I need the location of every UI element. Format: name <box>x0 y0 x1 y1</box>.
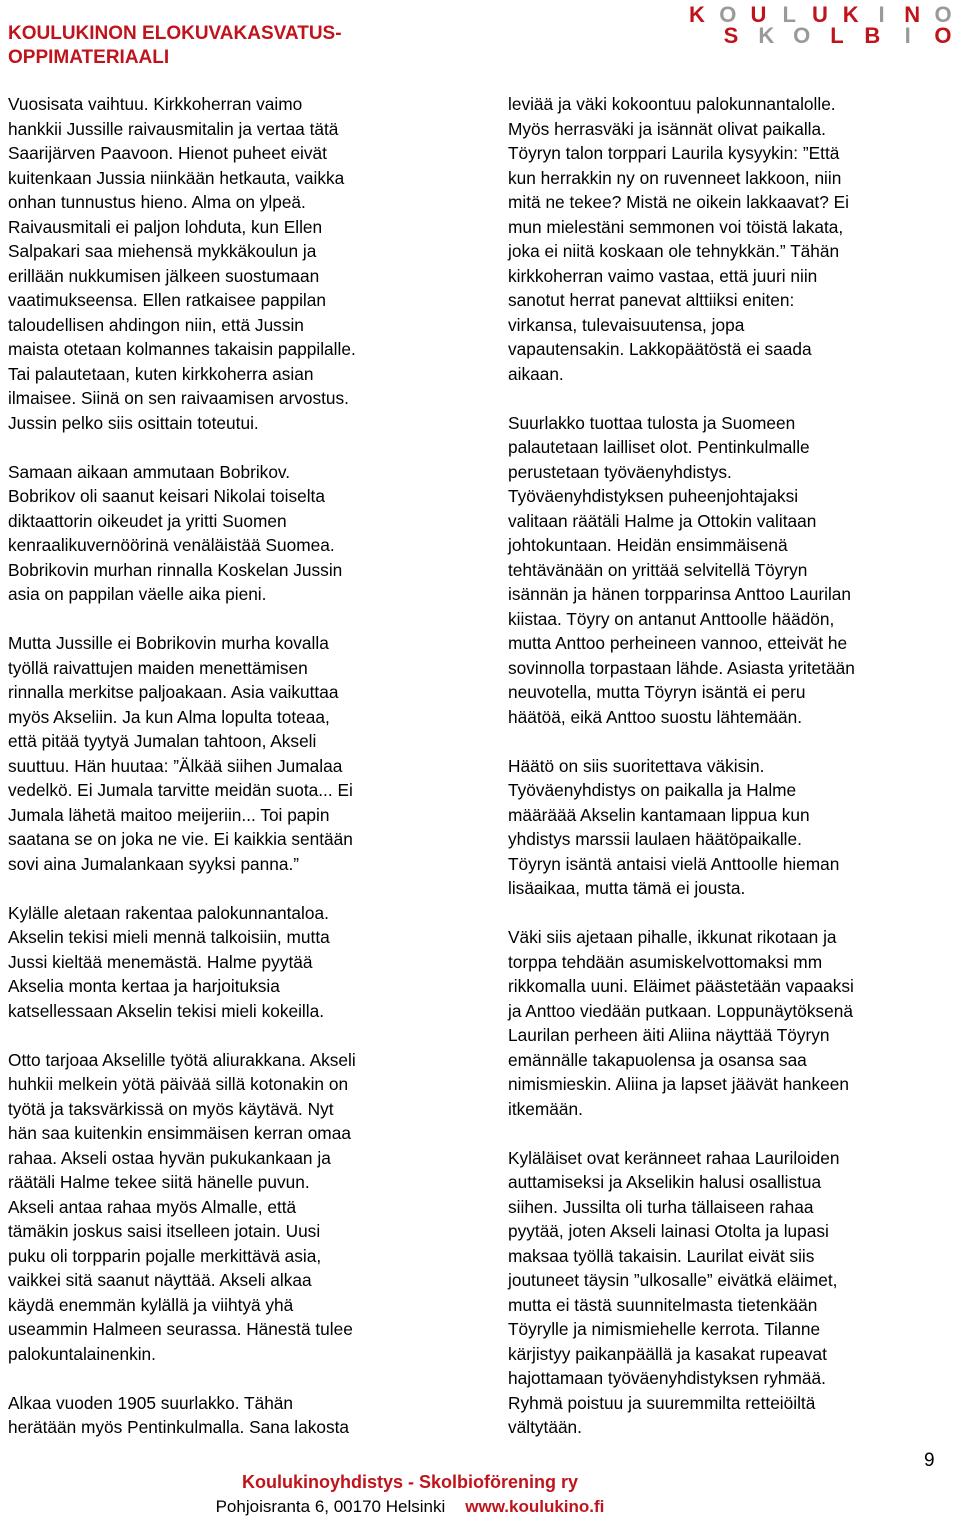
koulukino-skolbio-logo <box>684 4 956 46</box>
logo-bottom-row <box>684 25 956 46</box>
document-header-title <box>8 22 448 70</box>
paragraph: Väki siis ajetaan pihalle, ikkunat rikotaan ja torppa tehdään asumiskelvottomaksi mm rikkomalla uuni. Eläimet päästetään vapaaksi ja Anttoo viedään putkaan. Loppunäytöksenä Laurilan perheen äiti Aliina näyttää Töyryn emännälle takapuolensa ja osansa saa nimismieskin. Aliina ja lapset jäävät hankeen itkemään. <box>508 927 854 1119</box>
logo-letter: K <box>842 2 859 27</box>
paragraph: Häätö on siis suoritettava väkisin. Työväenyhdistys on paikalla ja Halme määräää Akselin kantamaan lippua kun yhdistys marssii laulaen häätöpaikalle. Töyryn isäntä antaisi vielä Anttoolle hieman lisäaikaa, mutta tämä ei jousta. <box>508 755 840 898</box>
logo-letter: U <box>812 2 828 27</box>
logo-letter: O <box>793 23 811 48</box>
logo-letter: L <box>830 23 844 48</box>
footer-address-line <box>130 1495 690 1519</box>
paragraph: leviää ja väki kokoontuu palokunnantalolle. Myös herrasväki ja isännät olivat paikalla. Töyryn talon torppari Laurila kysyykin: ”Että kun herrakkin ny on ruvenneet lakkoon, niin mitä ne tekee? Mistä ne oikein lakkaavat? Ei mun mielestäni semmonen voi töistä lakata, joka ei niitä koskaan ole tehnykkän.” Tähän kirkkoherran vaimo vastaa, että juuri niin sanotut herrat panevat alttiiksi eniten: virkansa, tulevaisuutensa, jopa vapautensakin. Lakkopäätöstä ei saada aikaan. <box>508 94 850 384</box>
footer-website-link[interactable]: www.koulukino.fi <box>465 1497 605 1516</box>
footer-address: Pohjoisranta 6, 00170 Helsinki <box>215 1497 446 1516</box>
paragraph: Mutta Jussille ei Bobrikovin murha kovalla työllä raivattujen maiden menettämisen rinnalla merkitse paljoakaan. Asia vaikuttaa myös Akseliin. Ja kun Alma lopulta toteaa, että pitää tyytyä Jumalan tahtoon, Akseli suuttuu. Hän huutaa: ”Älkää siihen Jumalaa vedelkö. Ei Jumala tarvitte meidän suota... Ei Jumala lähetä maitoo meijeriin... Toi papin saatana se on joka ne vie. Ei kaikkia sentään sovi aina Jumalankaan syyksi panna.” <box>8 633 353 874</box>
left-text-column <box>8 92 436 1440</box>
logo-letter: K <box>689 2 705 27</box>
logo-letter: I <box>904 23 911 48</box>
logo-letter: L <box>782 2 796 27</box>
logo-letter: N <box>904 2 921 27</box>
logo-letter: O <box>719 2 737 27</box>
logo-letter: U <box>750 2 767 27</box>
logo-top-row <box>684 4 956 25</box>
footer-organization: Koulukinoyhdistys - Skolbioförening ry <box>241 1472 579 1492</box>
logo-letter: K <box>758 23 775 48</box>
logo-letter: O <box>934 2 952 27</box>
page-footer <box>0 1470 960 1519</box>
logo-letter: I <box>878 2 885 27</box>
paragraph: Kyläläiset ovat keränneet rahaa Lauriloiden auttamiseksi ja Akselikin halusi osallistua siihen. Jussilta oli turha tällaiseen rahaa pyytää, joten Akseli lainasi Otolta ja lupasi maksaa työllä takaisin. Laurilat eivät siis joutuneet täysin ”ulkosalle” eivätkä eläimet, mutta ei tästä suunnitelmasta tietenkään Töyrylle ja nimismiehelle kerrota. Tilanne kärjistyy paikanpäällä ja kasakat rupeavat hajottamaan työväenyhdistyksen ryhmää. Ryhmä poistuu ja suuremmilta retteiöiltä vältytään. <box>508 1147 840 1437</box>
page-number: 9 <box>924 1450 935 1471</box>
logo-letter: S <box>723 23 739 48</box>
logo-letter: O <box>934 23 952 48</box>
right-text-column <box>508 92 948 1440</box>
paragraph: Otto tarjoaa Akselille työtä aliurakkana. Akseli huhkii melkein yötä päivää sillä kotonakin on työtä ja taksvärkissä on myös käytävä. Nyt hän saa kuitenkin ensimmäisen kerran omaa rahaa. Akseli ostaa hyvän pukukankaan ja räätäli Halme tekee siitä hänelle puvun. Akseli antaa rahaa myös Almalle, että tämäkin joskus saisi itselleen jotain. Uusi puku oli torpparin pojalle merkittävä asia, vaikkei sitä saanut näyttää. Akseli alkaa käydä enemmän kylällä ja viihtyä yhä useammin Halmeen seurassa. Hänestä tulee palokuntalainenkin. <box>8 1049 356 1364</box>
paragraph: Samaan aikaan ammutaan Bobrikov. Bobrikov oli saanut keisari Nikolai toiselta diktaattorin oikeudet ja yritti Suomen kenraalikuvernöörinä venäläistää Suomea. Bobrikovin murhan rinnalla Koskelan Jussin asia on pappilan väelle aika pieni. <box>8 461 343 604</box>
paragraph: Vuosisata vaihtuu. Kirkkoherran vaimo hankkii Jussille raivausmitalin ja vertaa tätä Saarijärven Paavoon. Hienot puheet eivät kuitenkaan Jussia niinkään hetkauta, vaikka onhan tunnustus hieno. Alma on ylpeä. Raivausmitali ei paljon lohduta, kun Ellen Salpakari saa miehensä mykkäkoulun ja erillään nukkumisen jälkeen suostumaan vaatimukseensa. Ellen ratkaisee pappilan taloudellisen ahdingon niin, että Jussin maista otetaan kolmannes takaisin pappilalle. Tai palautetaan, kuten kirkkoherra asian ilmaisee. Siinä on sen raivaamisen arvostus. Jussin pelko siis osittain toteutui. <box>8 94 356 433</box>
paragraph: Alkaa vuoden 1905 suurlakko. Tähän herätään myös Pentinkulmalla. Sana lakosta <box>8 1392 350 1437</box>
logo-letter: B <box>864 23 881 48</box>
paragraph: Kylälle aletaan rakentaa palokunnantaloa. Akselin tekisi mieli mennä talkoisiin, mutta Jussi kieltää menemästä. Halme pyytää Akselia monta kertaa ja harjoituksia katsellessaan Akselin tekisi mieli kokeilla. <box>8 902 330 1021</box>
header-title-text: KOULUKINON ELOKUVAKASVATUS- OPPIMATERIAALI <box>8 23 342 68</box>
paragraph: Suurlakko tuottaa tulosta ja Suomeen palautetaan lailliset olot. Pentinkulmalle perustetaan työväenyhdistys. Työväenyhdistyksen puheenjohtajaksi valitaan räätäli Halme ja Ottokin valitaan johtokuntaan. Heidän ensimmäisenä tehtävänään on yrittää selvitellä Töyryn isännän ja hänen torpparinsa Anttoo Laurilan kiistaa. Töyry on antanut Anttoolle häädön, mutta Anttoo perheineen vannoo, etteivät he sovinnolla torpastaan lähde. Asiasta yritetään neuvotella, mutta Töyryn isäntä ei peru häätöä, eikä Anttoo suostu lähtemään. <box>508 412 855 727</box>
